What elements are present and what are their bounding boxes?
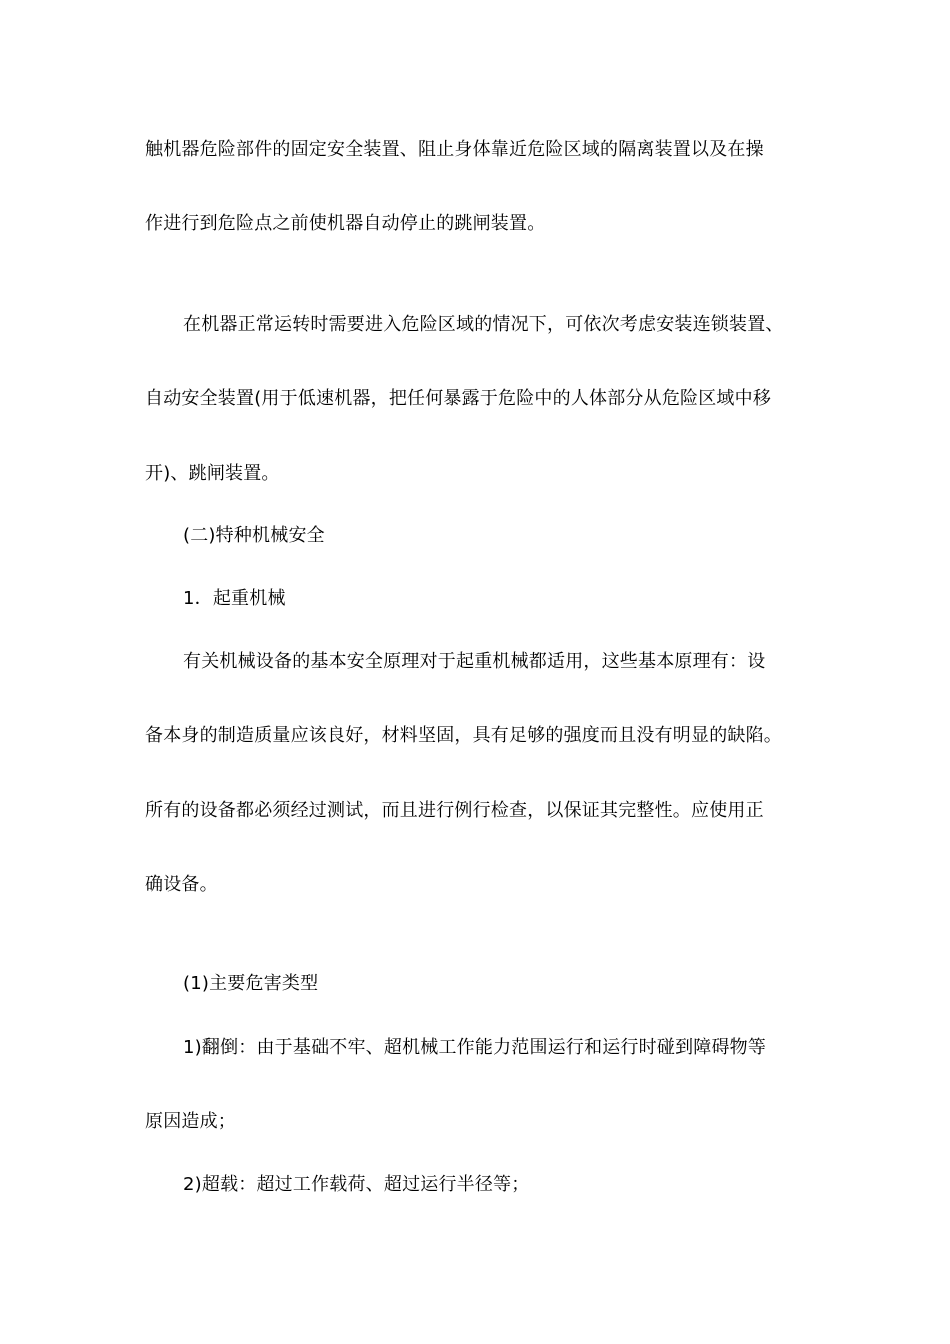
body-text-line: 自动安全装置(用于低速机器，把任何暴露于危险中的人体部分从危险区域中移 [145, 388, 772, 409]
body-text-line: 在机器正常运转时需要进入危险区域的情况下，可依次考虑安装连锁装置、 [183, 314, 784, 335]
body-text-line: 作进行到危险点之前使机器自动停止的跳闸装置。 [145, 213, 546, 234]
body-text-line: 确设备。 [145, 874, 218, 895]
body-text-line: 开)、跳闸装置。 [145, 463, 280, 484]
list-item: 1)翻倒：由于基础不牢、超机械工作能力范围运行和运行时碰到障碍物等 [183, 1037, 767, 1058]
list-heading: (1)主要危害类型 [183, 973, 319, 994]
body-text-line: 备本身的制造质量应该良好，材料坚固，具有足够的强度而且没有明显的缺陷。 [145, 725, 782, 746]
section-heading: (二)特种机械安全 [183, 525, 325, 546]
body-text-line: 有关机械设备的基本安全原理对于起重机械都适用，这些基本原理有：设 [183, 651, 766, 672]
body-text-line: 所有的设备都必须经过测试，而且进行例行检查，以保证其完整性。应使用正 [145, 800, 764, 821]
body-text-line: 触机器危险部件的固定安全装置、阻止身体靠近危险区域的隔离装置以及在操 [145, 139, 764, 160]
list-item: 2)超载：超过工作载荷、超过运行半径等； [183, 1174, 530, 1195]
list-item-continuation: 原因造成； [145, 1111, 236, 1132]
subsection-heading: 1．起重机械 [183, 588, 286, 609]
